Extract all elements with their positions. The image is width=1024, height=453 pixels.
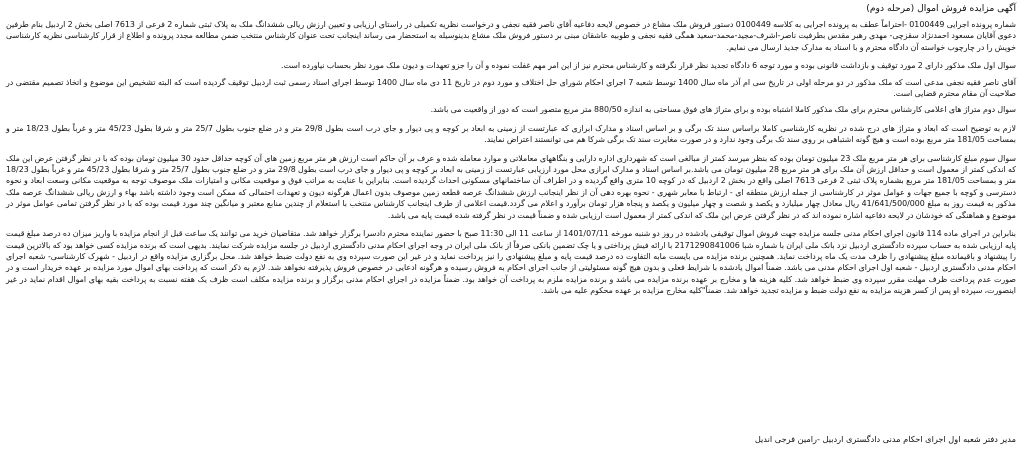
auction-notice-document bbox=[6, 2, 1016, 451]
notice-title: آگهی مزایده فروش اموال (مرحله دوم) bbox=[866, 3, 1016, 14]
paragraph-seizure-claim: آقای ناصر فقیه نجفی مدعی است که ملک مذکور در دو مرحله اولی در تاریخ سی ام آذر ماه سال 1400 توسط شعبه 7 اجرای احکام شورای حل اختلاف و مورد دوم در تاریخ 11 دی ماه سال 1400 توسط اجرای اسناد رسمی ثبت اردبیل توقیف گردیده است که البته تشخیص این موضوع و اتخاذ تصمیم مقتضی در صلاحیت آن مقام محترم قضایی است. bbox=[6, 77, 1017, 99]
signature-line: مدیر دفتر شعبه اول اجرای احکام مدنی دادگستری اردبیل -رامین فرجی اندیل bbox=[754, 434, 1016, 444]
paragraph-case-intro: شماره پرونده اجرایی 0100449 -احتراماً عطف به پرونده اجرایی به کلاسه 0100449 دستور فروش ملک مشاع در خصوص لایحه دفاعیه آقای ناصر فقیه نجفی و درخواست نظریه تکمیلی در راستای ارزیابی و تعیین ارزش ریالی ششدانگ ملک به پلاک ثبتی شماره 2 فرعی از 7613 اصلی بخش 2 اردبیل بنام طرفین دعوی آقایان مسعود احمدنژاد سقزچی- مهدی رهبر مقدس بطرفیت ناصر-اشرف-مجید-محمد-سعید همگی فقیه نجفی و طوبیه عاشقان مبنی بر دستور فروش ملک مشاع بدینوسیله به استحضار می رساند اینجانب تحت عنوان کارشناس منتخب ضمن مطالعه مجدد پرونده و اطلاع از قرار کارشناسی نظریه کارشناسی خویش را در چارچوب خواسته آن دادگاه محترم و با اسناد به مدارک جدید ارسال می نمایم. bbox=[6, 20, 1017, 52]
paragraph-question-two: سوال دوم متراژ های اعلامی کارشناس محترم برای ملک مذکور کاملا اشتباه بوده و برای متراژ های فوق مساحتی به اندازه 880/50 متر مربع متصور است که دور از واقعیت می باشد. bbox=[430, 105, 1016, 115]
paragraph-question-one: سوال اول ملک مذکور دارای 2 مورد توقیف و بازداشت قانونی بوده و مورد توجه 6 دادگاه تجدید نظر قرار نگرفته و کارشناس محترم نیز از این امر مهم غفلت نموده و آن را جزو تعهدات و دیون ملک مورد نظر بحساب نیاورده است. bbox=[281, 61, 1016, 71]
paragraph-auction-terms: بنابراین در اجرای ماده 114 قانون اجرای احکام مدنی جلسه مزایده جهت فروش اموال توقیفی یادشده در روز دو شنبه مورخه 1401/07/11 از ساعت 11 الی 11:30 صبح با حضور نماینده محترم دادسرا برگزار خواهد شد. متقاضیان خرید می توانند یک ساعت قبل از انجام مزایده با واریز میزان ده درصد مبلغ قیمت پایه ارزیابی شده به حساب سپرده دادگستری اردبیل نزد بانک ملی ایران با شماره شبا 2171290841006 با ارائه فیش پرداختی و یا چک تضمین بانکی صرفاً از بانک ملی ایران در وجه اجرای احکام مدنی دادگستری اردبیل در جلسه مزایده شرکت نمایند. بدیهی است که برنده مزایده کسی خواهد بود که بالاترین قیمت را پیشنهاد و باقیمانده مبلغ پیشنهادی را ظرف مدت یک ماه پرداخت نماید. همچنین برنده مزایده می بایست مابه التفاوت ده درصد قیمت پایه و مبلغ پیشنهادی را نیز پرداخت نماید و در غیر این صورت سپرده وی به نفع دولت ضبط خواهد شد. محل برگزاری مزایده واقع در اردبیل - شهرک کارشناسی- شعبه اجرای احکام مدنی دادگستری اردبیل - شعبه اول اجرای احکام مدنی می باشد. ضمناً اموال یادشده با شرایط فعلی و بدون هیچ گونه مسئولیتی از جانب اجرای احکام به فروش رسیده و هرگونه ادعایی در خصوص فروش پذیرفته نخواهد شد. لازم به ذکر است که پرداخت بهای اموال مورد مزایده بر عهده خریدار است و در صورت عدم پرداخت ظرف مهلت مقرر سپرده وی ضبط خواهد شد. کلیه هزینه ها و مخارج بر عهده برنده مزایده می باشد و برنده مزایده ملزم به پرداخت آن خواهد بود. ضمناً مزایده در اجرای احکام مدنی برگزار و برنده مزایده مکلف است ظرف یک هفته نسبت به پرداخت بقیه بهای اموال اقدام نماید در غیر اینصورت، سپرده او پس از کسر هزینه مزایده به نفع دولت ضبط و مزایده تجدید خواهد شد. ضمناً"کلیه مخارج مزایده بر عهده محکوم علیه می باشد. bbox=[6, 229, 1017, 296]
paragraph-question-three-valuation: سوال سوم مبلغ کارشناسی برای هر متر مربع ملک 23 میلیون تومان بوده که بنظر میرسد کمتر از مبالغی است که شهرداری اداره دارایی و بنگاههای معاملاتی و موارد معامله شده و عرف بر آن حاکم است ارزش هر متر مربع زمین های آن کوچه حداقل حدود 30 میلیون تومان بوده که با در نظر گرفتن عرض این ملک که اندکی کمتر از معمول است و حداقل ارزش آن ملک برای هر متر مربع 28 میلیون تومان می باشد.بر اساس اسناد و مدارک ابرازی محل مورد ارزیابی عبارتست از زمینی به ابعاد بر کوچه و پی دیوار و جای درب است بطول 29/8 متر و در ضلع جنوب بطول 25/7 متر و شرقا بطول 45/23 متر و غرباً بطول 18/23 متر و بمساحت 181/05 متر مربع بشماره پلاک ثبتی 2 فرعی 7613 اصلی واقع در بخش 2 اردبیل که در کوچه 10 متری واقع گردیده و در اطراف آن ساختمانهای مسکونی احداث گردیده است. بنابراین با عنایت به مراتب فوق و موقعیت مکانی و امتیازات ملک موصوف توجه به موقعیت مکانی وسعت ابعاد و نحوه دسترسی و کوچه با جمیع جهات و عوامل موثر در کارشناسی از جمله ارزش منطقه ای - ارتباط با معابر شهری - نحوه بهره دهی آن از نظر اینجانب ارزش ششدانگ عرصه قطعه زمین موصوف بدون اعمال هرگونه دیون و تعهدات احتمالی که ممکن است وجود داشته باشد بهاء و ارزش ریالی ششدانگ عرصه ملک مذکور به قیمت روز به مبلغ 41/641/500/000 ریال معادل چهار میلیارد و یکصد و شصت و چهار میلیون و یکصد و پنجاه هزار تومان برآورد و اعلام می گردد.قیمت اعلامی از طرف اینجانب کارشناس منتخب با استعلام از چندین منابع معتبر و میانگین چند مورد قیمت بوده که با در نظر گرفتن تمامی عوامل موثر در موضوع و هماهنگی که خودشان در لایحه دفاعیه اشاره نموده اند که در نظر گرفتن عرض این ملک که اندکی کمتر از معمول است ارزیابی شده و ضمناً قیمت در نظر گرفته شده قیمت پایه می باشد. bbox=[6, 153, 1017, 220]
paragraph-dimensions-explanation: لازم به توضیح است که ابعاد و متراژ های درج شده در نظریه کارشناسی کاملا براساس سند تک برگی و بر اساس اسناد و مدارک ابرازی که عبارتست از زمینی به ابعاد بر کوچه و پی دیوار و جای درب است بطول 29/8 متر و در ضلع جنوب بطول 25/7 متر و شرقا بطول 45/23 متر و غرباً بطول 18/23 متر و بمساحت 181/05 متر مربع بوده است و هیچ گونه اشتباهی بر روی سند تک برگی وجود ندارد و در صورت مغایرت سند تک برگی شرکا هم می توانستند اعتراض نمایند. bbox=[6, 123, 1016, 145]
